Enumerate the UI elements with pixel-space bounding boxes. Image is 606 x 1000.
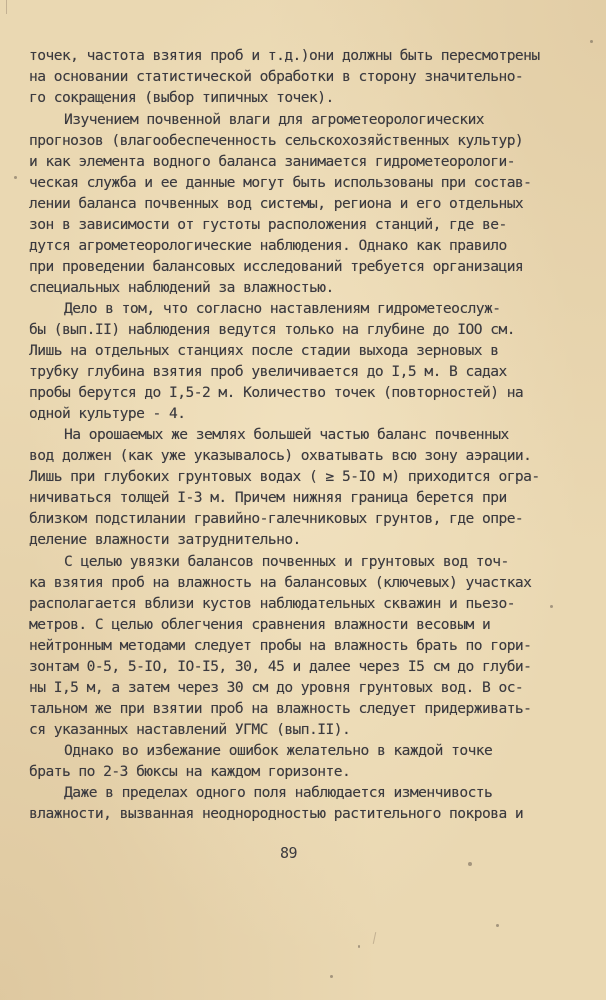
text-line: Дело в том, что согласно наставлениям гидрометеослуж- [64,300,501,317]
text-line: при проведении балансовых исследований требуется организация [29,258,524,275]
text-line: ся указанных наставлений УГМС (вып.II). [29,721,351,738]
text-line: одной культуре - 4. [29,405,186,422]
text-line: ческая служба и ее данные могут быть использованы при состав- [29,174,532,191]
text-line: близком подстилании гравийно-галечниковых грунтов, где опре- [29,510,524,527]
scan-speck [358,945,360,948]
text-line: ка взятия проб на влажность на балансовых (ключевых) участках [29,574,532,591]
scan-speck [550,605,553,608]
scan-speck [330,975,333,978]
scan-scratch [6,0,7,14]
text-line: зон в зависимости от густоты расположения станций, где ве- [29,216,507,233]
text-line: лении баланса почвенных вод системы, региона и его отдельных [29,195,524,212]
text-line: и как элемента водного баланса занимается гидрометеорологи- [29,153,515,170]
text-line: деление влажности затруднительно. [29,531,301,548]
scan-speck [14,176,17,179]
text-line: Изучением почвенной влаги для агрометеорологических [64,111,485,128]
text-line: На орошаемых же землях большей частью баланс почвенных [64,426,509,443]
text-line: С целью увязки балансов почвенных и грунтовых вод точ- [64,553,509,570]
text-line: зонтам 0-5, 5-IO, IO-I5, 30, 45 и далее через I5 см до глуби- [29,658,532,675]
text-line: метров. С целью облегчения сравнения влажности весовым и [29,616,491,633]
text-line: Даже в пределах одного поля наблюдается изменчивость [64,784,493,801]
text-line: брать по 2-3 бюксы на каждом горизонте. [29,763,351,780]
scan-speck [496,924,499,927]
text-line: прогнозов (влагообеспеченность сельскохозяйственных культур) [29,132,524,149]
page-number: 89 [280,844,298,862]
text-line: на основании статистической обработки в сторону значительно- [29,68,524,85]
text-line: го сокращения (выбор типичных точек). [29,89,334,106]
text-line: пробы берутся до I,5-2 м. Количество точек (повторностей) на [29,384,524,401]
text-line: точек, частота взятия проб и т.д.)они должны быть пересмотрены [29,47,540,64]
text-line: дутся агрометеорологические наблюдения. Однако как правило [29,237,507,254]
scan-speck [590,40,593,43]
text-line: бы (вып.II) наблюдения ведутся только на глубине до IOO см. [29,321,515,338]
text-line: нейтронным методами следует пробы на влажность брать по гори- [29,637,532,654]
text-line: ничиваться толщей I-3 м. Причем нижняя граница берется при [29,489,507,506]
text-line: Однако во избежание ошибок желательно в каждой точке [64,742,493,759]
text-line: трубку глубина взятия проб увеличивается до I,5 м. В садах [29,363,507,380]
text-line: тальном же при взятии проб на влажность следует придерживать- [29,700,532,717]
text-line: специальных наблюдений за влажностью. [29,279,334,296]
text-line: располагается вблизи кустов наблюдательных скважин и пьезо- [29,595,515,612]
text-line: Лишь на отдельных станциях после стадии выхода зерновых в [29,342,499,359]
text-line: ны I,5 м, а затем через 30 см до уровня грунтовых вод. В ос- [29,679,524,696]
text-line: влажности, вызванная неоднородностью растительного покрова и [29,805,524,822]
text-line: Лишь при глубоких грунтовых водах ( ≥ 5-IO м) приходится огра- [29,468,540,485]
text-line: вод должен (как уже указывалось) охватывать всю зону аэрации. [29,447,532,464]
scan-speck [468,862,472,866]
scan-scratch [373,932,376,944]
